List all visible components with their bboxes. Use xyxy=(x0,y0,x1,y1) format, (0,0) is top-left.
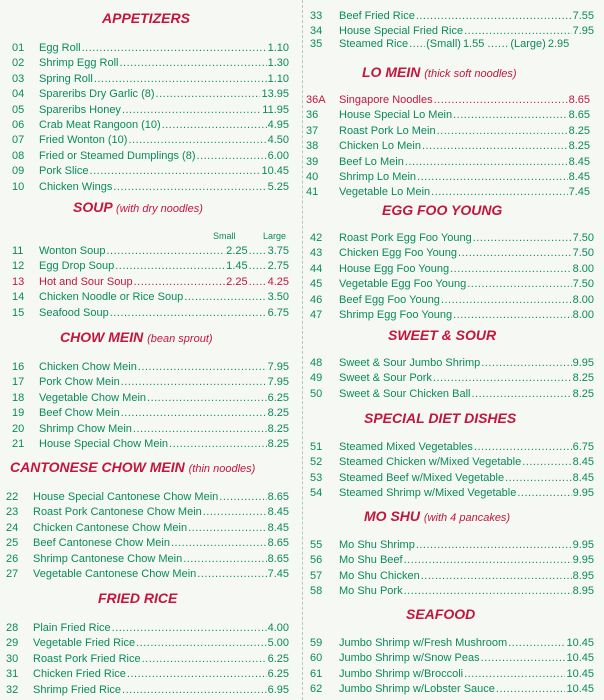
item-number: 47 xyxy=(310,309,323,321)
item-price: 1.30 xyxy=(267,57,289,70)
item-name: House Special Cantonese Chow Mein xyxy=(33,491,219,503)
item-number: 28 xyxy=(6,622,19,634)
item-number: 08 xyxy=(12,149,25,162)
item-price: 8.25 xyxy=(267,407,289,420)
chow-mein-heading: CHOW MEIN (bean sprout) xyxy=(60,329,213,345)
lo-mein-heading: LO MEIN (thick soft noodles) xyxy=(362,64,517,80)
menu-item xyxy=(12,244,289,258)
menu-item xyxy=(12,180,289,194)
item-price: 8.95 xyxy=(572,569,594,582)
menu-item xyxy=(6,621,289,635)
menu-item xyxy=(12,149,289,163)
item-price: 1.10 xyxy=(267,72,289,85)
mo-shu-heading: MO SHU (with 4 pancakes) xyxy=(364,508,511,524)
item-name: Singapore Noodles xyxy=(339,94,433,106)
item-number: 10 xyxy=(12,180,25,193)
item-name: Jumbo Shrimp w/Lobster Sauce xyxy=(339,683,495,696)
item-name: Vegetable Egg Foo Young xyxy=(339,278,467,291)
item-name: Wonton Soup xyxy=(39,245,106,257)
item-number: 04 xyxy=(12,88,25,101)
menu-item xyxy=(310,308,594,322)
item-name: Seafood Soup xyxy=(39,306,109,319)
item-price: 6.25 xyxy=(267,668,289,681)
soup-small-label: Small xyxy=(213,231,236,241)
item-number: 60 xyxy=(310,652,323,665)
item-price: 8.25 xyxy=(568,140,590,153)
item-number: 48 xyxy=(310,357,323,369)
item-number: 39 xyxy=(306,155,319,168)
item-price: 8.45 xyxy=(267,521,289,534)
item-number: 46 xyxy=(310,293,323,306)
item-name: Roast Pork Cantonese Chow Mein xyxy=(33,506,202,519)
menu-item xyxy=(310,486,594,500)
item-name: Beef Cantonese Chow Mein xyxy=(33,537,170,550)
item-price: 10.45 xyxy=(566,637,594,649)
item-number: 61 xyxy=(310,667,323,680)
item-name: Vegetable Chow Mein xyxy=(39,391,147,404)
item-number: 53 xyxy=(310,471,323,484)
item-name: Sweet & Sour Jumbo Shrimp xyxy=(339,357,481,369)
item-price-large: 3.75 xyxy=(267,245,289,257)
item-number: 42 xyxy=(310,232,323,244)
item-name: Beef Lo Mein xyxy=(339,155,404,168)
item-name: Pork Slice xyxy=(39,165,89,178)
menu-item xyxy=(310,471,594,485)
item-name: House Egg Foo Young xyxy=(339,262,450,275)
menu-item xyxy=(12,406,289,420)
menu-item xyxy=(12,41,289,55)
item-price: 10.45 xyxy=(566,652,594,665)
item-name: Beef Fried Rice xyxy=(339,10,415,22)
item-price: 8.25 xyxy=(267,422,289,435)
item-price: 10.45 xyxy=(566,667,594,680)
egg-foo-young-heading: EGG FOO YOUNG xyxy=(382,202,503,218)
menu-item xyxy=(12,290,289,304)
item-price: 8.45 xyxy=(568,171,590,183)
item-number: 05 xyxy=(12,103,25,116)
menu-item xyxy=(310,538,594,552)
item-price: 10.45 xyxy=(261,165,289,178)
menu-item xyxy=(310,553,594,567)
menu-item xyxy=(12,56,289,70)
item-name: Chicken Fried Rice xyxy=(33,668,126,681)
item-name: Steamed Beef w/Mixed Vegetable xyxy=(339,471,505,484)
item-name: Shrimp Egg Roll xyxy=(39,57,119,70)
menu-item xyxy=(310,246,594,260)
menu-item xyxy=(12,164,289,178)
item-price: 8.95 xyxy=(572,585,594,598)
menu-item xyxy=(310,293,594,307)
menu-item xyxy=(12,275,289,289)
item-price: 7.95 xyxy=(267,361,289,373)
item-price: 7.50 xyxy=(572,278,594,291)
item-name: House Special Fried Rice xyxy=(339,25,464,38)
item-number: 33 xyxy=(310,10,323,22)
menu-item xyxy=(310,371,594,385)
item-name: Jumbo Shrimp w/Fresh Mushroom xyxy=(339,637,508,649)
item-name: Spring Roll xyxy=(39,72,93,85)
menu-item xyxy=(12,72,289,86)
item-price: 6.00 xyxy=(267,149,289,162)
menu-item xyxy=(310,636,594,650)
item-name: Shrimp Fried Rice xyxy=(33,683,122,696)
item-number: 25 xyxy=(6,537,19,550)
item-price-small: 1.45 xyxy=(226,260,248,273)
item-name: Sweet & Sour Pork xyxy=(339,372,432,385)
item-name: Pork Chow Mein xyxy=(39,376,120,389)
item-price: 8.25 xyxy=(572,387,594,400)
menu-item xyxy=(310,262,594,276)
item-name: Mo Shu Shrimp xyxy=(339,539,415,551)
menu-item xyxy=(306,185,590,199)
item-number: 29 xyxy=(6,637,19,650)
item-name: Shrimp Lo Mein xyxy=(339,171,417,183)
item-name: Vegetable Fried Rice xyxy=(33,637,136,650)
item-number: 15 xyxy=(12,306,25,319)
item-number: 43 xyxy=(310,247,323,260)
item-name: Egg Drop Soup xyxy=(39,260,115,273)
item-name: Crab Meat Rangoon (10) xyxy=(39,119,161,131)
column-divider xyxy=(302,0,303,700)
item-number: 01 xyxy=(12,42,25,54)
menu-item xyxy=(310,569,594,583)
item-name: Fried Wonton (10) xyxy=(39,134,128,147)
sweet-sour-heading: SWEET & SOUR xyxy=(388,327,497,343)
menu-item xyxy=(310,455,594,469)
menu-item xyxy=(12,437,289,451)
item-price: 6.75 xyxy=(267,306,289,319)
item-number: 06 xyxy=(12,119,25,131)
item-price-small: 2.25 xyxy=(226,275,248,288)
menu-item xyxy=(12,360,289,374)
menu-item xyxy=(6,505,289,519)
menu-item xyxy=(12,87,289,101)
item-number: 20 xyxy=(12,422,25,435)
menu-item xyxy=(306,124,590,138)
soup-heading: SOUP (with dry noodles) xyxy=(73,199,203,215)
menu-item xyxy=(310,651,594,665)
menu-item xyxy=(6,667,289,681)
item-name: Shrimp Egg Foo Young xyxy=(339,309,453,321)
steamed-rice-item: 35 Steamed Rice ..... (Small) 1.55 ..... (Large) 2.95 xyxy=(310,37,594,51)
appetizers-heading: APPETIZERS xyxy=(102,10,190,26)
item-number: 45 xyxy=(310,278,323,291)
soup-size-labels xyxy=(213,231,286,241)
item-number: 30 xyxy=(6,652,19,665)
item-price-large: 2.75 xyxy=(267,260,289,273)
menu-item xyxy=(6,567,289,581)
item-price: 6.25 xyxy=(267,652,289,665)
item-price: 9.95 xyxy=(572,487,594,500)
item-price: 7.95 xyxy=(267,376,289,389)
item-number: 62 xyxy=(310,683,323,696)
menu-item xyxy=(6,521,289,535)
menu-item xyxy=(306,170,590,184)
item-price: 6.95 xyxy=(267,683,289,696)
menu-item xyxy=(310,356,594,370)
item-name: Beef Chow Mein xyxy=(39,407,120,420)
menu-item xyxy=(6,490,289,504)
item-number: 12 xyxy=(12,260,25,273)
menu-item xyxy=(310,682,594,696)
item-number: 40 xyxy=(306,171,319,183)
item-number: 58 xyxy=(310,585,323,598)
item-number: 18 xyxy=(12,391,25,404)
item-price: 8.00 xyxy=(572,293,594,306)
menu-item xyxy=(6,652,289,666)
item-price: 8.65 xyxy=(568,94,590,106)
item-number: 32 xyxy=(6,683,19,696)
item-price: 4.95 xyxy=(267,119,289,131)
item-price: 6.25 xyxy=(267,391,289,404)
item-name: Roast Pork Lo Mein xyxy=(339,124,436,137)
item-name: Steamed Shrimp w/Mixed Vegetable xyxy=(339,487,517,500)
item-number: 27 xyxy=(6,568,19,580)
item-name: Mo Shu Beef xyxy=(339,554,403,567)
item-name: Egg Roll xyxy=(39,42,81,54)
item-name: Spareribs Dry Garlic (8) xyxy=(39,88,155,101)
item-number: 17 xyxy=(12,376,25,389)
item-number: 54 xyxy=(310,487,323,500)
item-name: Steamed Mixed Vegetables xyxy=(339,441,473,453)
item-name: Roast Pork Fried Rice xyxy=(33,652,141,665)
item-number: 52 xyxy=(310,456,323,469)
menu-item xyxy=(12,422,289,436)
menu-item xyxy=(306,108,590,122)
item-price: 11.95 xyxy=(262,103,289,116)
item-name: Chicken Egg Foo Young xyxy=(339,247,458,260)
menu-item xyxy=(12,391,289,405)
item-name: Hot and Sour Soup xyxy=(39,275,133,288)
item-number: 23 xyxy=(6,506,19,519)
item-name: Spareribs Honey xyxy=(39,103,121,116)
item-number: 13 xyxy=(12,275,25,288)
item-number: 44 xyxy=(310,262,323,275)
menu-item xyxy=(310,667,594,681)
menu-item xyxy=(12,103,289,117)
item-price: 7.55 xyxy=(572,10,594,22)
item-name: Mo Shu Chicken xyxy=(339,569,420,582)
item-price: 8.45 xyxy=(267,506,289,519)
item-price: 9.95 xyxy=(572,357,594,369)
item-number: 56 xyxy=(310,554,323,567)
item-number: 59 xyxy=(310,637,323,649)
item-number: 19 xyxy=(12,407,25,420)
item-number: 07 xyxy=(12,134,25,147)
menu-item xyxy=(310,387,594,401)
item-number: 41 xyxy=(306,186,319,199)
item-name: Roast Pork Egg Foo Young xyxy=(339,232,472,244)
item-price: 8.65 xyxy=(267,552,289,565)
item-price: 8.45 xyxy=(568,155,590,168)
item-price: 7.50 xyxy=(572,232,594,244)
menu-item xyxy=(306,93,590,107)
item-price: 8.65 xyxy=(267,537,289,550)
item-number: 03 xyxy=(12,72,25,85)
item-number: 49 xyxy=(310,372,323,385)
item-number: 50 xyxy=(310,387,323,400)
item-number: 36 xyxy=(306,109,319,122)
item-price: 5.00 xyxy=(267,637,289,650)
item-price: 8.25 xyxy=(568,124,590,137)
item-price: 13.95 xyxy=(261,88,289,101)
item-price: 7.45 xyxy=(267,568,289,580)
item-price: 10.45 xyxy=(566,683,594,696)
item-price: 9.95 xyxy=(572,554,594,567)
item-number: 31 xyxy=(6,668,19,681)
item-number: 02 xyxy=(12,57,25,70)
menu-item xyxy=(6,552,289,566)
cantonese-heading: CANTONESE CHOW MEIN (thin noodles) xyxy=(10,459,256,475)
menu-item xyxy=(12,259,289,273)
item-price: 4.00 xyxy=(267,622,289,634)
item-price: 8.00 xyxy=(572,309,594,321)
item-name: Shrimp Cantonese Chow Mein xyxy=(33,552,183,565)
item-price-small: 2.25 xyxy=(226,245,248,257)
item-number: 22 xyxy=(6,491,19,503)
item-number: 26 xyxy=(6,552,19,565)
item-price: 8.25 xyxy=(572,372,594,385)
item-number: 21 xyxy=(12,438,25,450)
item-name: Sweet & Sour Chicken Ball xyxy=(339,387,471,400)
item-name: Fried or Steamed Dumplings (8) xyxy=(39,149,196,162)
item-price: 8.00 xyxy=(572,262,594,275)
menu-item xyxy=(6,536,289,550)
item-price: 3.50 xyxy=(267,291,289,304)
item-name: House Special Chow Mein xyxy=(39,438,169,450)
item-number: 11 xyxy=(12,245,24,257)
item-price: 8.45 xyxy=(572,456,594,469)
menu-item xyxy=(6,636,289,650)
item-price: 8.65 xyxy=(568,109,590,122)
menu-item xyxy=(310,440,594,454)
special-diet-heading: SPECIAL DIET DISHES xyxy=(364,410,517,426)
item-number: 14 xyxy=(12,291,25,304)
menu-item xyxy=(12,306,289,320)
menu-item xyxy=(12,118,289,132)
item-number: 24 xyxy=(6,521,19,534)
seafood-heading: SEAFOOD xyxy=(406,606,476,622)
item-name: Plain Fried Rice xyxy=(33,622,111,634)
item-price: 1.10 xyxy=(267,42,289,54)
item-price: 9.95 xyxy=(572,539,594,551)
item-price: 8.45 xyxy=(572,471,594,484)
menu-item xyxy=(310,231,594,245)
menu-item xyxy=(6,683,289,697)
item-name: House Special Lo Mein xyxy=(339,109,453,122)
item-number: 38 xyxy=(306,140,319,153)
item-name: Chicken Wings xyxy=(39,180,113,193)
item-name: Jumbo Shrimp w/Snow Peas xyxy=(339,652,480,665)
item-price: 7.45 xyxy=(568,186,590,199)
item-name: Jumbo Shrimp w/Broccoli xyxy=(339,667,464,680)
item-price-large: 4.25 xyxy=(267,275,289,288)
item-number: 37 xyxy=(306,124,319,137)
item-name: Beef Egg Foo Young xyxy=(339,293,440,306)
item-name: Chicken Chow Mein xyxy=(39,361,137,373)
item-number: 36A xyxy=(306,94,326,106)
item-number: 55 xyxy=(310,539,323,551)
item-name: Mo Shu Pork xyxy=(339,585,403,598)
item-number: 34 xyxy=(310,25,323,38)
item-price: 5.25 xyxy=(267,180,289,193)
menu-item xyxy=(12,375,289,389)
item-name: Vegetable Lo Mein xyxy=(339,186,431,199)
item-price: 7.50 xyxy=(572,247,594,260)
menu-item xyxy=(310,9,594,23)
menu-item xyxy=(310,277,594,291)
soup-large-label: Large xyxy=(263,231,287,241)
item-price: 4.50 xyxy=(267,134,289,147)
item-name: Chicken Cantonese Chow Mein xyxy=(33,521,188,534)
item-number: 09 xyxy=(12,165,25,178)
item-name: Chicken Lo Mein xyxy=(339,140,421,153)
menu-item xyxy=(12,133,289,147)
menu-item xyxy=(306,139,590,153)
item-name: Shrimp Chow Mein xyxy=(39,422,132,435)
menu-item xyxy=(306,155,590,169)
item-price: 6.75 xyxy=(572,441,594,453)
menu-item xyxy=(310,584,594,598)
item-price: 8.65 xyxy=(267,491,289,503)
item-name: Vegetable Cantonese Chow Mein xyxy=(33,568,197,580)
item-name: Chicken Noodle or Rice Soup xyxy=(39,291,184,304)
item-price: 7.95 xyxy=(572,25,594,38)
fried-rice-heading: FRIED RICE xyxy=(98,590,178,606)
item-name: Steamed Chicken w/Mixed Vegetable xyxy=(339,456,522,469)
item-number: 57 xyxy=(310,569,323,582)
item-number: 51 xyxy=(310,441,323,453)
item-number: 16 xyxy=(12,361,25,373)
item-price: 8.25 xyxy=(267,438,289,450)
